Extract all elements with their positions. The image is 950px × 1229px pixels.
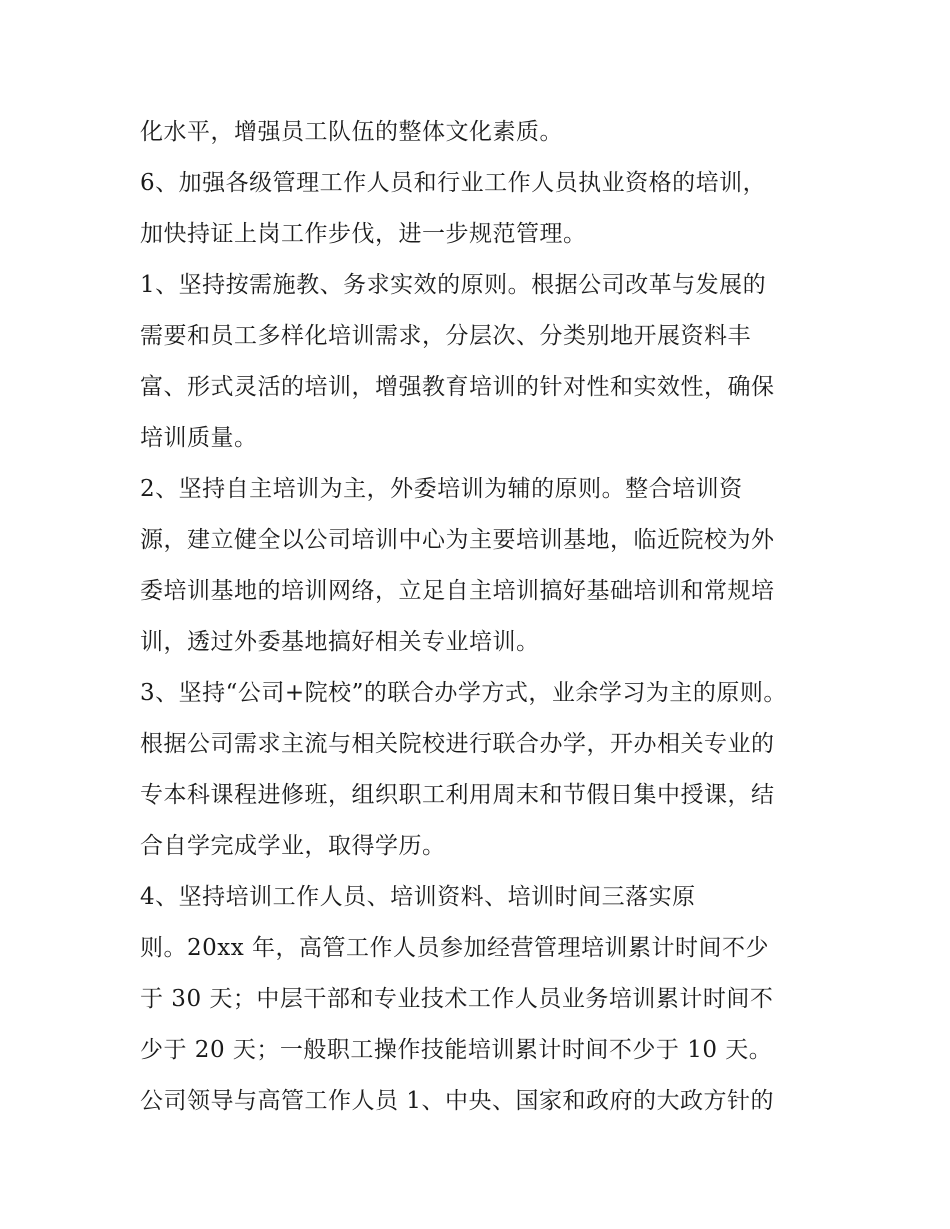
text-line: 公司领导与高管工作人员 1、中央、国家和政府的大政方针的 [140, 1088, 774, 1114]
text-line: 化水平，增强员工队伍的整体文化素质。 [140, 119, 563, 145]
text-line: 委培训基地的培训网络，立足自主培训搞好基础培训和常规培 [140, 578, 775, 604]
text-line: 少于 20 天；一般职工操作技能培训累计时间不少于 10 天。 [140, 1037, 773, 1063]
document-body [140, 107, 830, 1127]
text-line: 则。20xx 年，高管工作人员参加经营管理培训累计时间不少 [140, 935, 770, 961]
text-line: 专本科课程进修班，组织职工利用周末和节假日集中授课，结 [140, 782, 775, 808]
text-line: 培训质量。 [140, 425, 258, 451]
text-line: 2、坚持自主培训为主，外委培训为辅的原则。整合培训资 [140, 476, 743, 502]
text-line: 3、坚持“公司+院校”的联合办学方式，业余学习为主的原则。 [140, 680, 787, 706]
text-line: 1、坚持按需施教、务求实效的原则。根据公司改革与发展的 [140, 272, 767, 298]
text-line: 富、形式灵活的培训，增强教育培训的针对性和实效性，确保 [140, 374, 775, 400]
text-line: 4、坚持培训工作人员、培训资料、培训时间三落实原 [140, 884, 696, 910]
text-line: 加快持证上岗工作步伐，进一步规范管理。 [140, 221, 587, 247]
text-line: 根据公司需求主流与相关院校进行联合办学，开办相关专业的 [140, 731, 775, 757]
text-line: 于 30 天；中层干部和专业技术工作人员业务培训累计时间不 [140, 986, 774, 1012]
text-line: 源，建立健全以公司培训中心为主要培训基地，临近院校为外 [140, 527, 775, 553]
text-line: 6、加强各级管理工作人员和行业工作人员执业资格的培训， [140, 170, 767, 196]
text-line: 需要和员工多样化培训需求，分层次、分类别地开展资料丰 [140, 323, 751, 349]
text-line: 合自学完成学业，取得学历。 [140, 833, 446, 859]
text-line: 训，透过外委基地搞好相关专业培训。 [140, 629, 540, 655]
